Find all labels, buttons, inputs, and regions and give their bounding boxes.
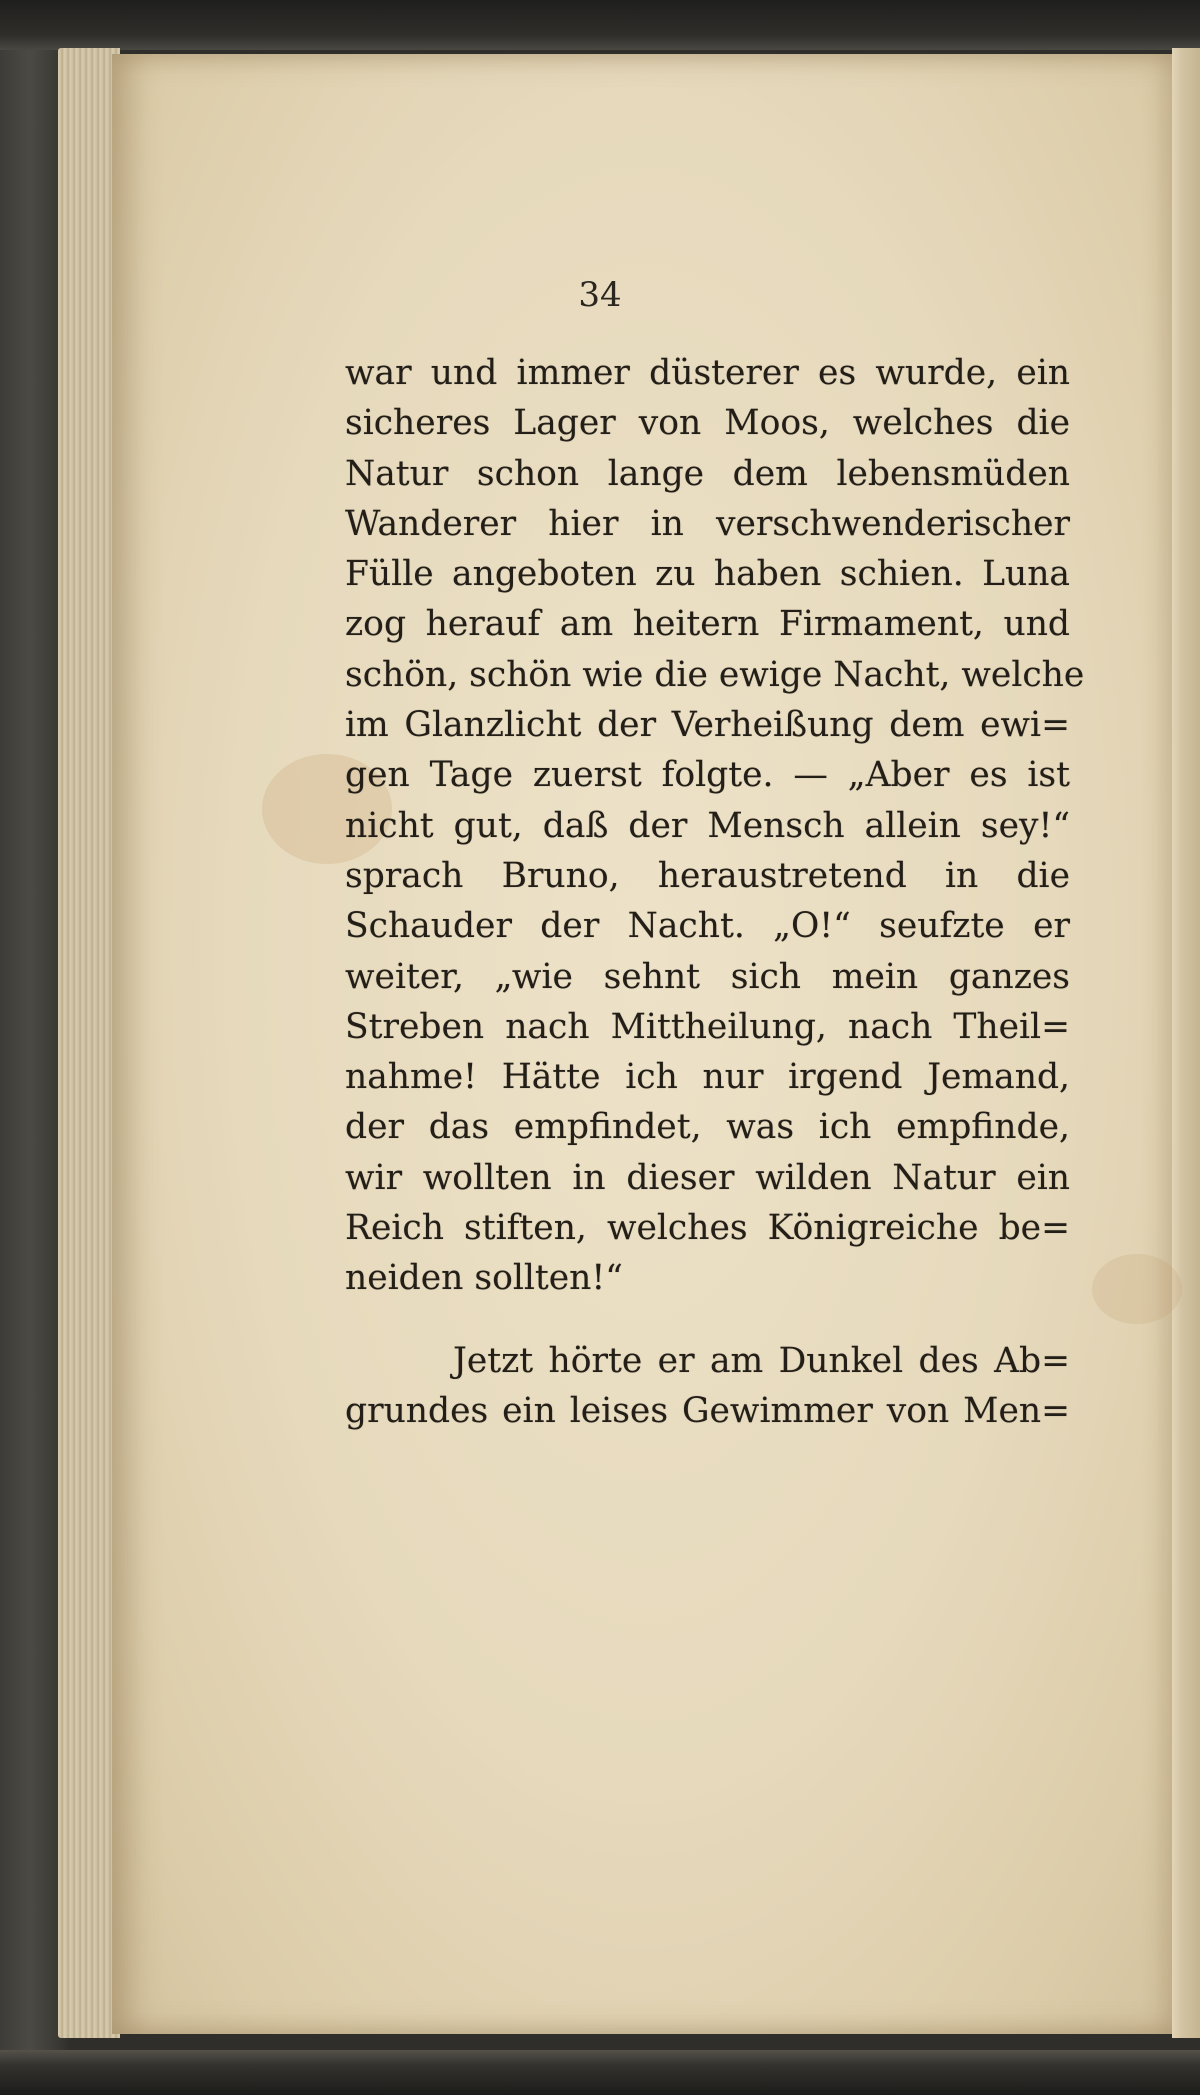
right-page-edge (1172, 48, 1200, 2038)
text-line: neiden sollten!“ (345, 1258, 623, 1299)
text-line: war und immer düsterer es wurde, ein (345, 353, 1070, 393)
text-line: Natur schon lange dem lebensmüden (345, 453, 1070, 494)
text-line: schön, schön wie die ewige Nacht, welche (345, 654, 1085, 695)
paragraph-gap (345, 1304, 1070, 1336)
text-line: Jetzt hörte er am Dunkel des Ab= (453, 1340, 1070, 1381)
body-text (345, 348, 1085, 1436)
text-line: der das empfindet, was ich empfinde, (345, 1107, 1070, 1148)
text-line: im Glanzlicht der Verheißung dem ewi= (345, 705, 1070, 746)
text-line: Schauder der Nacht. „O!“ seufzte er (345, 906, 1070, 947)
text-line: nahme! Hätte ich nur irgend Jemand, (345, 1057, 1070, 1098)
text-line: wir wollten in dieser wilden Natur ein (345, 1157, 1070, 1198)
text-line: sprach Bruno, heraustretend in die (345, 855, 1070, 896)
text-line: Streben nach Mittheilung, nach Theil= (345, 1006, 1070, 1047)
text-line: Wanderer hier in verschwenderischer (345, 503, 1070, 544)
text-line: grundes ein leises Gewimmer von Men= (345, 1390, 1070, 1431)
text-line: zog herauf am heitern Firmament, und (345, 604, 1070, 645)
text-line: weiter, „wie sehnt sich mein ganzes (345, 956, 1070, 997)
paper-stain (1092, 1254, 1182, 1324)
text-line: sicheres Lager von Moos, welches die (345, 403, 1070, 444)
binding-bottom-edge (0, 2050, 1200, 2095)
binding-top-edge (0, 0, 1200, 50)
page-number: 34 (578, 275, 622, 315)
text-line: gen Tage zuerst folgte. — „Aber es ist (345, 755, 1070, 796)
text-line: Fülle angeboten zu haben schien. Luna (345, 554, 1070, 595)
page-edges (58, 48, 120, 2038)
text-line: Reich stiften, welches Königreiche be= (345, 1208, 1070, 1249)
text-line: nicht gut, daß der Mensch allein sey!“ (345, 805, 1070, 846)
